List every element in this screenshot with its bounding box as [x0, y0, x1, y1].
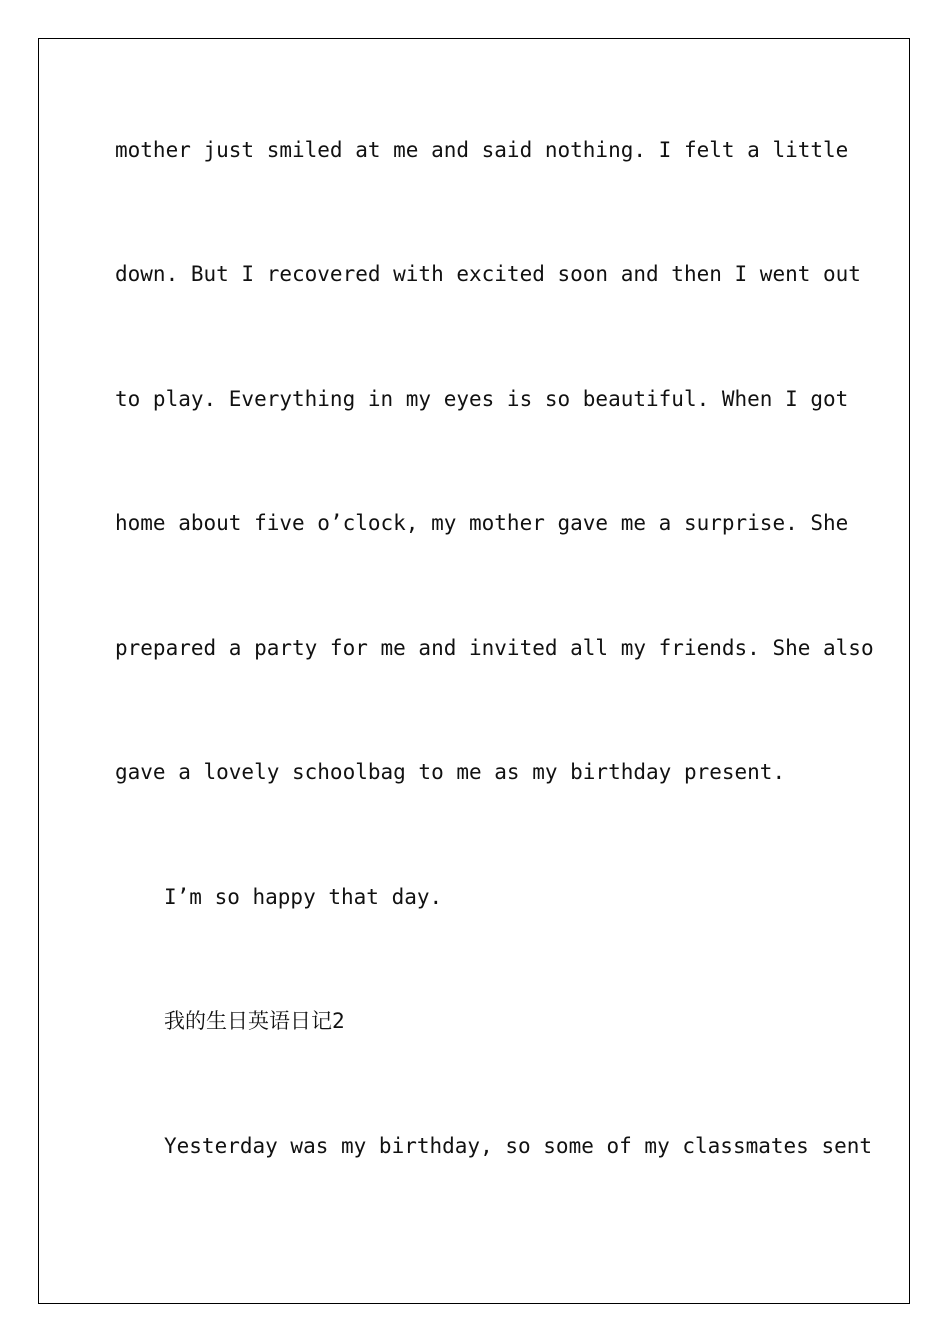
text-line: home about five o’clock, my mother gave me a surprise. She [115, 511, 849, 535]
text-line: prepared a party for me and invited all my friends. She also [115, 636, 874, 660]
section-heading: 我的生日英语日记2 [164, 1009, 345, 1033]
text-line: mother just smiled at me and said nothing. I felt a little [115, 138, 849, 162]
text-line: to play. Everything in my eyes is so beautiful. When I got [115, 387, 849, 411]
paragraph-first-line: Yesterday was my birthday, so some of my classmates sent [164, 1134, 873, 1158]
closing-sentence: I’m so happy that day. [164, 885, 443, 909]
text-line-last: gave a lovely schoolbag to me as my birthday present. [115, 760, 786, 784]
text-line: down. But I recovered with excited soon and then I went out [115, 262, 861, 286]
page-frame [38, 38, 910, 1304]
